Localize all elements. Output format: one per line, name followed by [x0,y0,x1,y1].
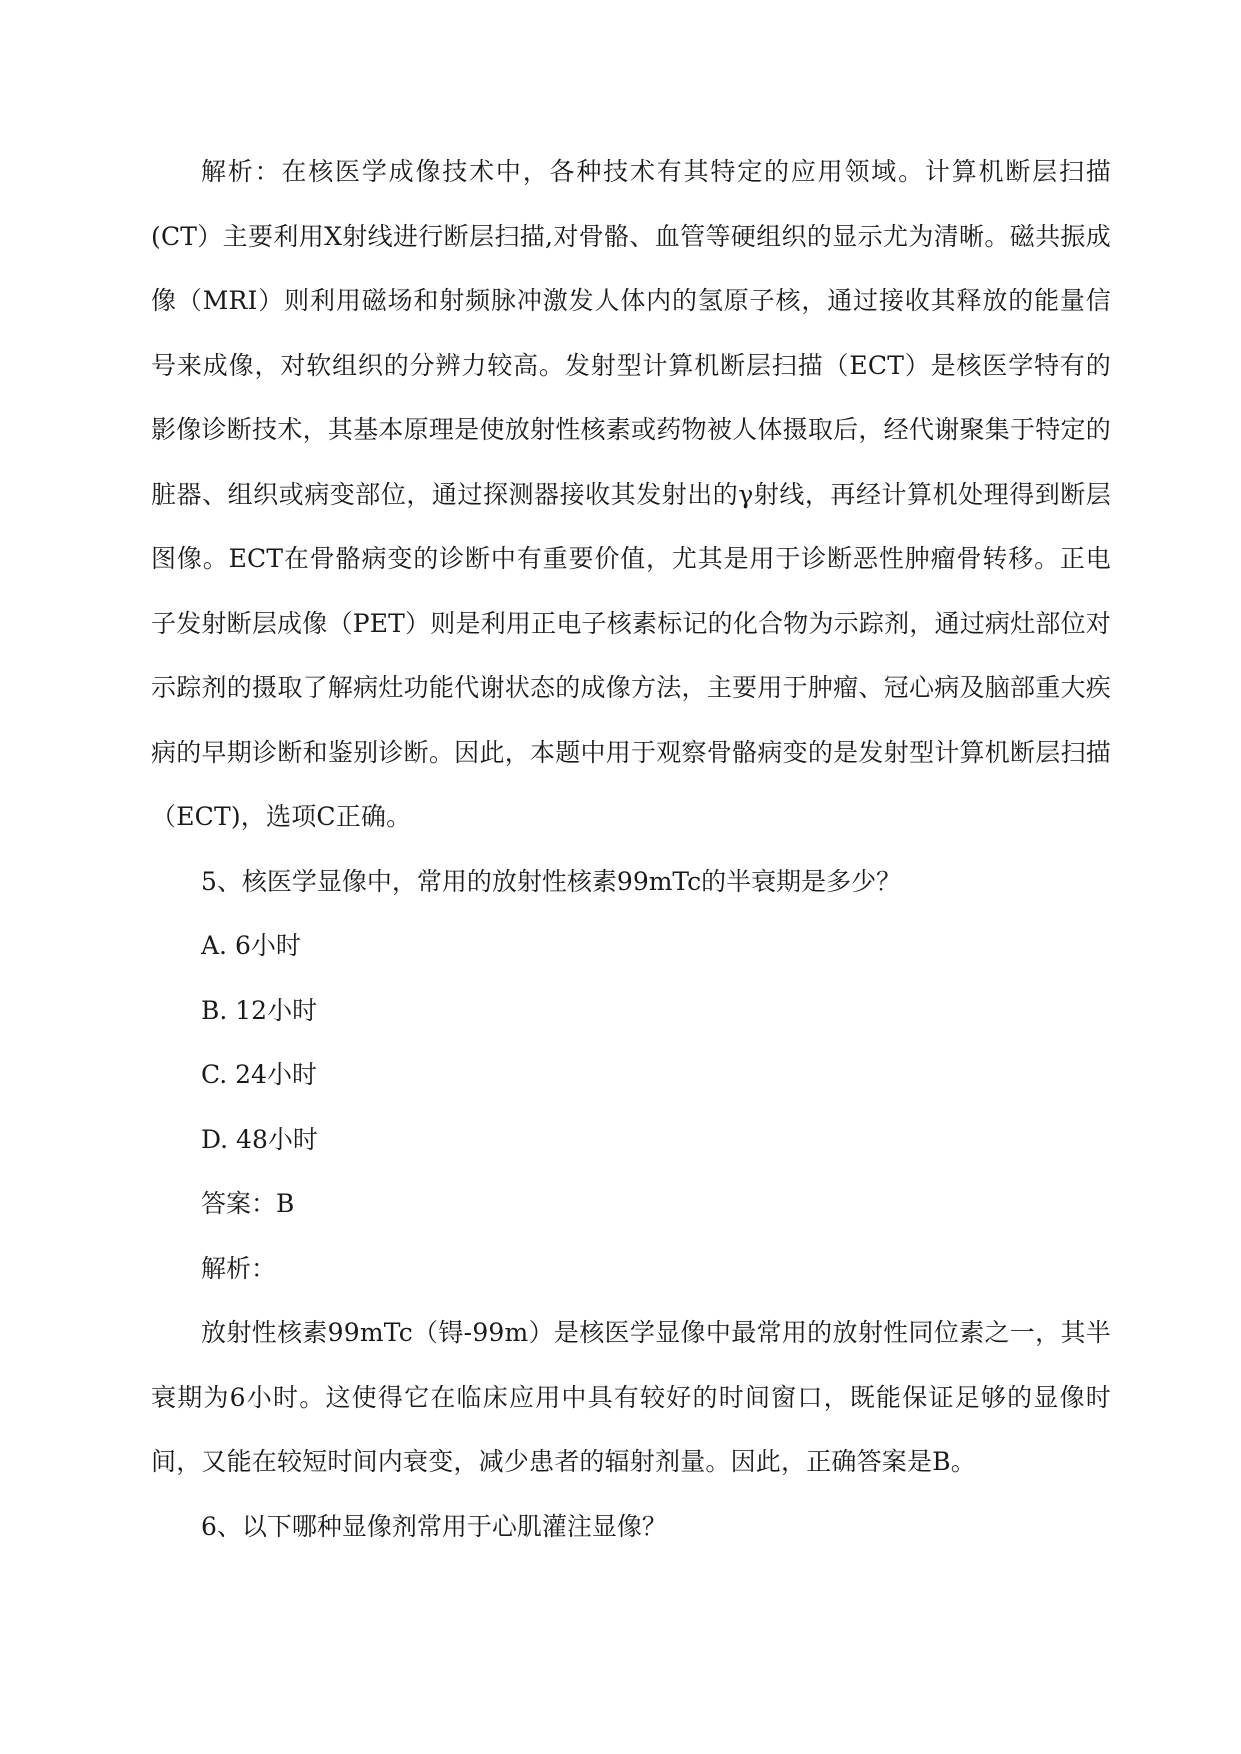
question-5-stem: 5、核医学显像中，常用的放射性核素99mTc的半衰期是多少？ [201,866,902,896]
question-5-answer: 答案：B [201,1189,295,1218]
question-5-option-c: C. 24小时 [201,1060,317,1089]
question-5-analysis: 放射性核素99mTc（锝-99m）是核医学显像中最常用的放射性同位素之一，其半衰期为6小时。这使得它在临床应用中具有较好的时间窗口，既能保证足够的显像时间，又能在较短时间内衰变，减少患者的辐射剂量。因此，正确答案是B。 [151,1318,1111,1476]
question-5-analysis-label: 解析： [201,1253,277,1283]
question-5-option-b: B. 12小时 [201,995,318,1025]
document-page [151,140,1111,1559]
question-5-option-d: D. 48小时 [201,1124,318,1154]
analysis-paragraph-q4: 解析：在核医学成像技术中，各种技术有其特定的应用领域。计算机断层扫描(CT）主要利用X射线进行断层扫描,对骨骼、血管等硬组织的显示尤为清晰。磁共振成像（MRI）则利用磁场和射频脉冲激发人体内的氢原子核，通过接收其释放的能量信号来成像，对软组织的分辨力较高。发射型计算机断层扫描（ECT）是核医学特有的影像诊断技术，其基本原理是使放射性核素或药物被人体摄取后，经代谢聚集于特定的脏器、组织或病变部位，通过探测器接收其发射出的γ射线，再经计算机处理得到断层图像。ECT在骨骼病变的诊断中有重要价值，尤其是用于诊断恶性肿瘤骨转移。正电子发射断层成像（PET）则是利用正电子核素标记的化合物为示踪剂，通过病灶部位对示踪剂的摄取了解病灶功能代谢状态的成像方法，主要用于肿瘤、冠心病及脑部重大疾病的早期诊断和鉴别诊断。因此，本题中用于观察骨骼病变的是发射型计算机断层扫描（ECT)，选项C正确。 [151,157,1111,831]
question-6-stem: 6、以下哪种显像剂常用于心肌灌注显像？ [201,1511,667,1541]
question-5-option-a: A. 6小时 [201,931,301,960]
